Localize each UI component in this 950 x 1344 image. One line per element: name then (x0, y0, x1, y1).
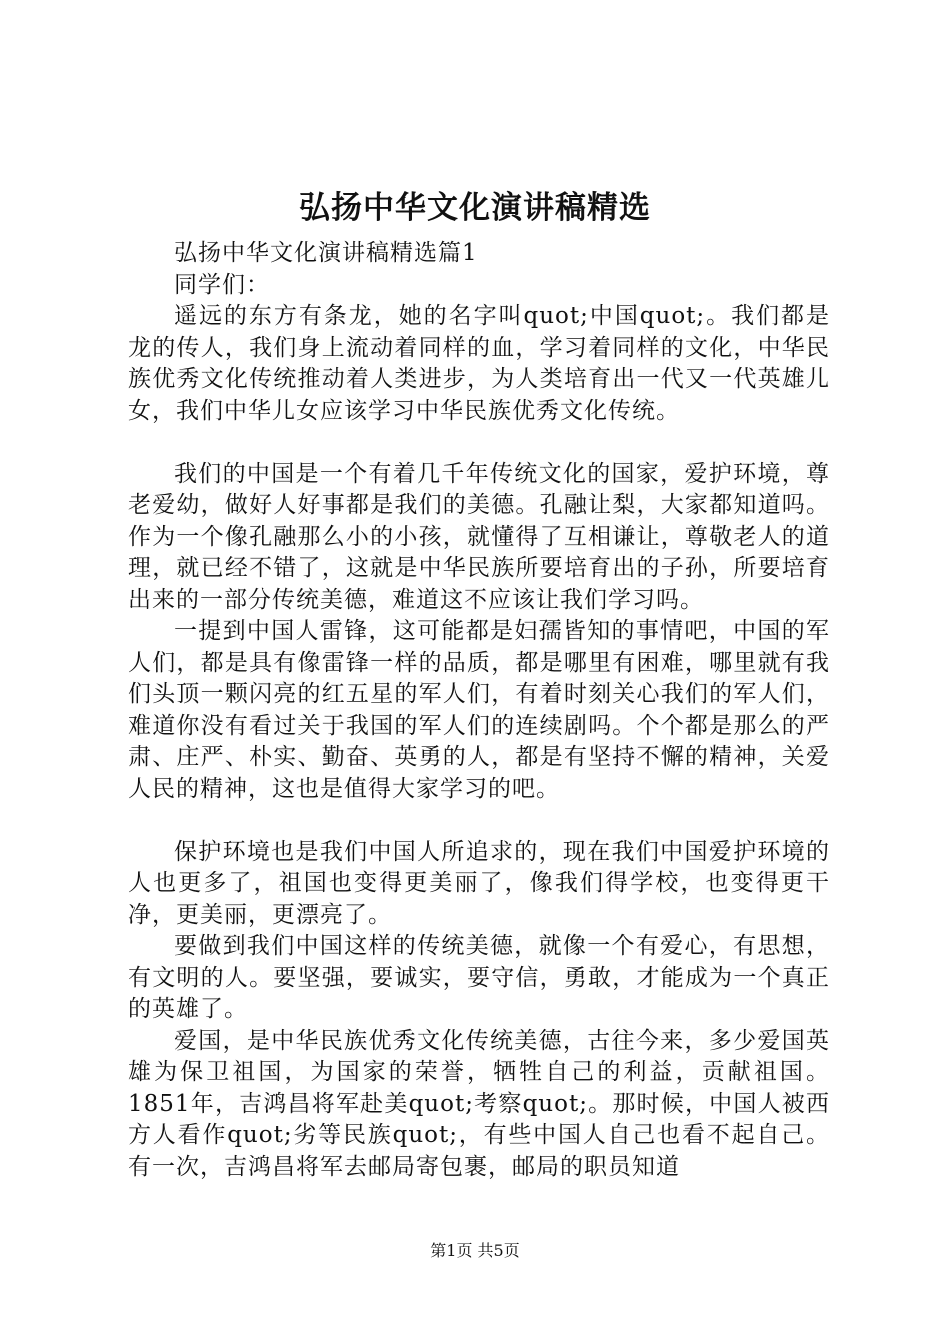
paragraph: 要做到我们中国这样的传统美德，就像一个有爱心，有思想，有文明的人。要坚强，要诚实，要守信，勇敢，才能成为一个真正的英雄了。 (128, 933, 830, 1022)
paragraph: 爱国，是中华民族优秀文化传统美德，古往今来，多少爱国英雄为保卫祖国，为国家的荣誉，牺牲自己的利益，贡献祖国。1851年，吉鸿昌将军赴美quot;考察quot;。那时候，中国人被西方人看作quot;劣等民族quot;，有些中国人自己也看不起自己。有一次，吉鸿昌将军去邮局寄包裹，邮局的职员知道 (128, 1027, 830, 1180)
paragraph: 一提到中国人雷锋，这可能都是妇孺皆知的事情吧，中国的军人们，都是具有像雷锋一样的品质，都是哪里有困难，哪里就有我们头顶一颗闪亮的红五星的军人们，有着时刻关心我们的军人们，难道你没有看过关于我国的军人们的连续剧吗。个个都是那么的严肃、庄严、朴实、勤奋、英勇的人，都是有坚持不懈的精神，关爱人民的精神，这也是值得大家学习的吧。 (128, 618, 830, 802)
paragraph: 保护环境也是我们中国人所追求的，现在我们中国爱护环境的人也更多了，祖国也变得更美丽了，像我们得学校，也变得更干净，更美丽，更漂亮了。 (128, 838, 830, 928)
document-title: 弘扬中华文化演讲稿精选 (299, 190, 651, 226)
paragraph: 遥远的东方有条龙，她的名字叫quot;中国quot;。我们都是龙的传人，我们身上流动着同样的血，学习着同样的文化，中华民族优秀文化传统推动着人类进步，为人类培育出一代又一代英雄儿女，我们中华儿女应该学习中华民族优秀文化传统。 (128, 303, 830, 424)
paragraph: 我们的中国是一个有着几千年传统文化的国家，爱护环境，尊老爱幼，做好人好事都是我们的美德。孔融让梨，大家都知道吗。作为一个像孔融那么小的小孩，就懂得了互相谦让，尊敬老人的道理，就已经不错了，这就是中华民族所要培育出的子孙，所要培育出来的一部分传统美德，难道这不应该让我们学习吗。 (128, 460, 830, 613)
document-body (128, 238, 830, 1183)
page-number-footer: 第1页 共5页 (430, 1241, 520, 1260)
paragraph-salutation: 同学们： (174, 271, 270, 298)
paragraph-subtitle: 弘扬中华文化演讲稿精选篇1 (174, 240, 478, 266)
